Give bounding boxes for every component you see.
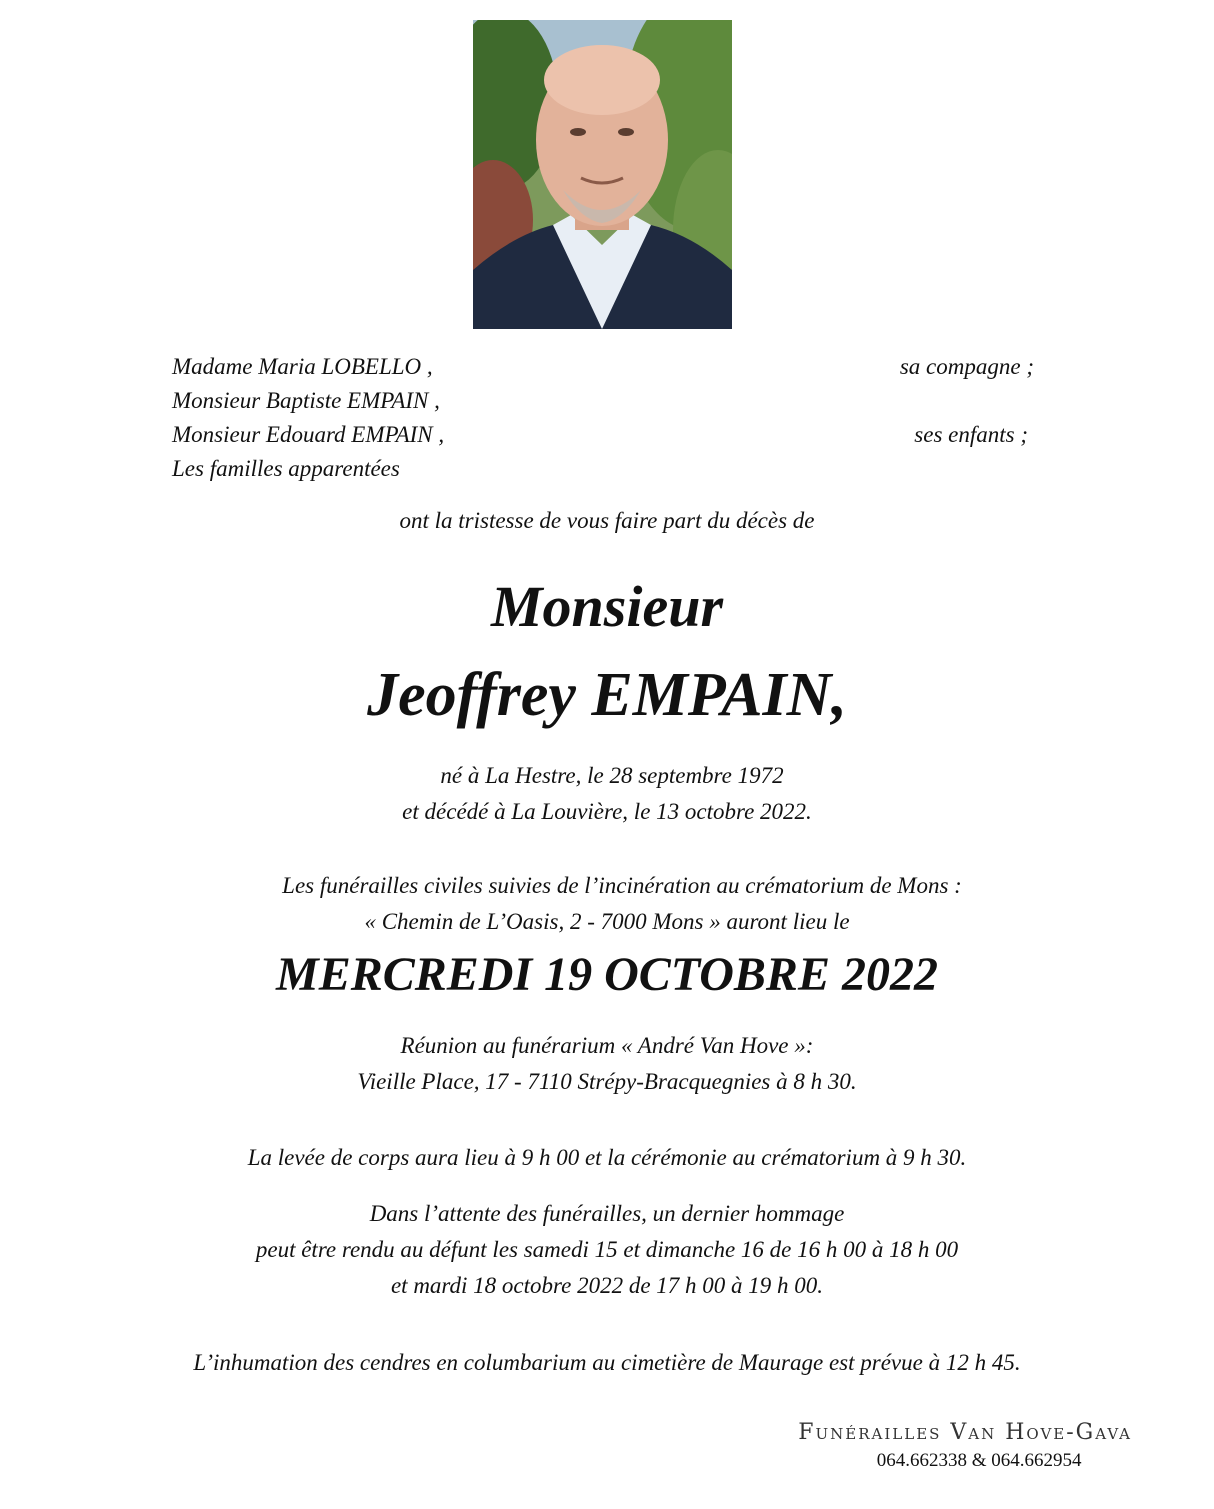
family-relation: sa compagne ; bbox=[899, 354, 1034, 379]
funeral-home-footer bbox=[798, 1418, 1132, 1474]
inhumation-info: L’inhumation des cendres en columbarium au cimetière de Maurage est prévue à 12 h 45. bbox=[193, 1350, 1021, 1375]
family-member-name: Les familles apparentées bbox=[172, 456, 400, 481]
funeral-line-2: « Chemin de L’Oasis, 2 - 7000 Mons » auront lieu le bbox=[364, 909, 850, 934]
portrait-photo bbox=[473, 20, 732, 329]
intro-text: ont la tristesse de vous faire part du décès de bbox=[399, 508, 815, 533]
deceased-name: Jeoffrey EMPAIN, bbox=[367, 661, 847, 729]
funeral-info bbox=[0, 868, 1214, 940]
family-relation: ses enfants ; bbox=[914, 422, 1028, 447]
family-list bbox=[172, 350, 1042, 486]
family-member-name: Monsieur Baptiste EMPAIN , bbox=[172, 388, 440, 413]
funeral-date: MERCREDI 19 OCTOBRE 2022 bbox=[276, 948, 938, 1001]
family-member-name: Monsieur Edouard EMPAIN , bbox=[172, 422, 445, 447]
family-member-name: Madame Maria LOBELLO , bbox=[172, 354, 433, 379]
hommage-line-3: et mardi 18 octobre 2022 de 17 h 00 à 19 h 00. bbox=[390, 1273, 824, 1298]
portrait-icon bbox=[473, 20, 732, 329]
family-row bbox=[172, 350, 1042, 384]
hommage-info bbox=[0, 1196, 1214, 1304]
family-row bbox=[172, 384, 1042, 418]
funeral-home-name: Funérailles Van Hove-Gava bbox=[798, 1420, 1132, 1445]
family-row bbox=[172, 452, 1042, 486]
funeral-line-1: Les funérailles civiles suivies de l’incinération au crématorium de Mons : bbox=[282, 873, 962, 898]
deceased-honorific: Monsieur bbox=[490, 574, 724, 639]
funeral-home-phones: 064.662338 & 064.662954 bbox=[876, 1450, 1082, 1471]
meeting-info bbox=[0, 1028, 1214, 1100]
meeting-line-1: Réunion au funérarium « André Van Hove »: bbox=[400, 1033, 814, 1058]
birth-line: né à La Hestre, le 28 septembre 1972 bbox=[440, 763, 784, 788]
meeting-line-2: Vieille Place, 17 - 7110 Strépy-Bracquegnies à 8 h 30. bbox=[357, 1069, 857, 1094]
hommage-line-1: Dans l’attente des funérailles, un dernier hommage bbox=[369, 1201, 845, 1226]
ceremony-info: La levée de corps aura lieu à 9 h 00 et la cérémonie au crématorium à 9 h 30. bbox=[247, 1145, 967, 1170]
life-dates bbox=[0, 758, 1214, 830]
family-row bbox=[172, 418, 1042, 452]
death-line: et décédé à La Louvière, le 13 octobre 2022. bbox=[402, 799, 812, 824]
hommage-line-2: peut être rendu au défunt les samedi 15 et dimanche 16 de 16 h 00 à 18 h 00 bbox=[255, 1237, 959, 1262]
